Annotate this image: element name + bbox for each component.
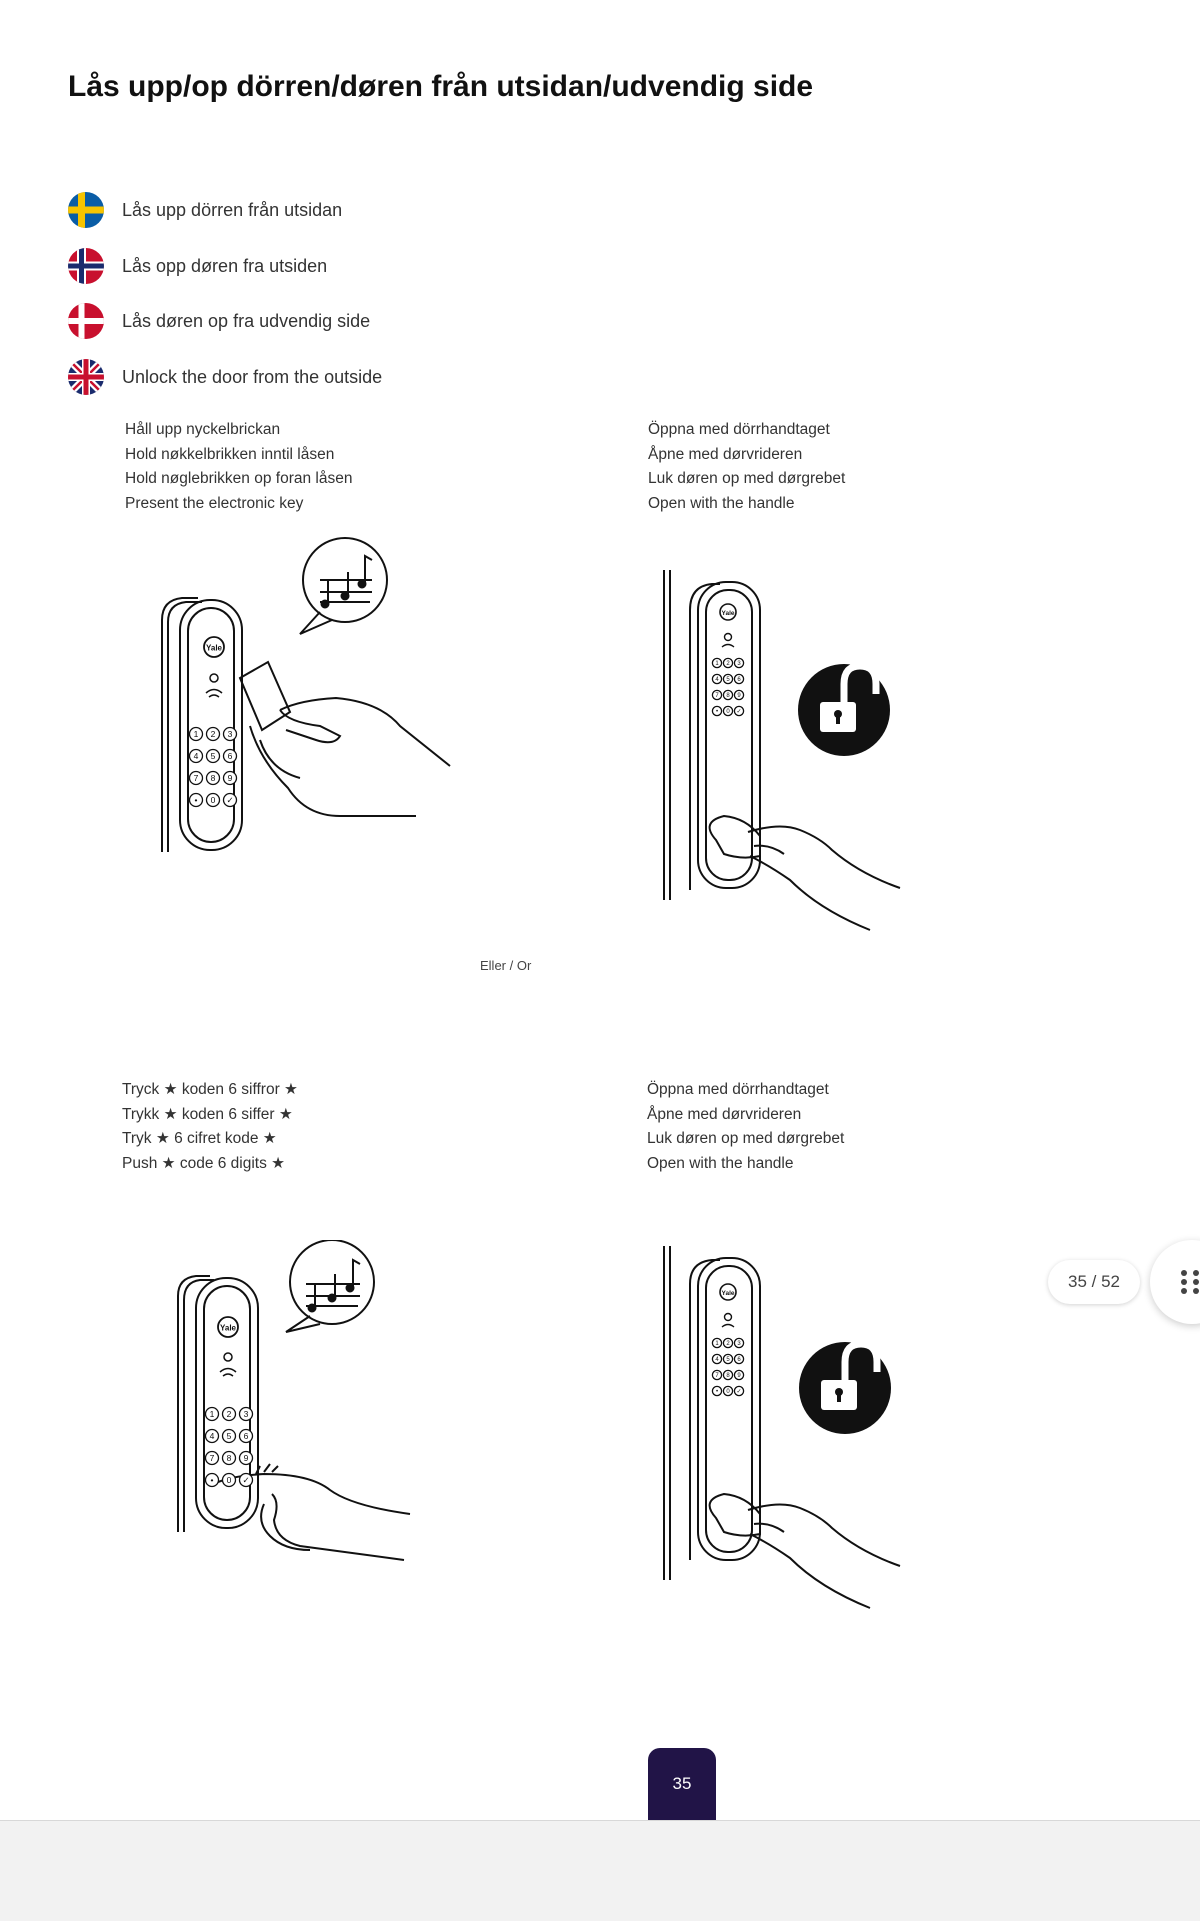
keypad-key-label: ✓ [736,709,742,716]
keypad-key-label: 3 [243,1409,249,1420]
keypad-key-label: 5 [726,677,730,684]
keypad-key-label: 0 [210,795,216,806]
language-label: Unlock the door from the outside [122,366,383,387]
keypad-key [734,674,743,683]
step-line: Open with the handle [648,494,795,512]
step-line: Hold nøkkelbrikken inntil låsen [125,445,335,463]
unlocked-padlock-icon [799,1342,891,1434]
keypad-key-label: 7 [209,1453,215,1464]
keypad-key-label: 8 [726,693,730,700]
step-line: Åpne med dørvrideren [647,1105,802,1123]
step-line: Open with the handle [647,1154,794,1172]
keypad-key-label: 9 [737,1373,741,1380]
yale-logo [218,1317,238,1337]
keypad-key-label: 7 [193,773,199,784]
keypad-key [223,1452,236,1465]
keypad-key-label: ✓ [736,1389,742,1396]
keypad-key [223,1474,236,1487]
wireless-icon [722,645,734,648]
keypad-key [712,690,721,699]
step-line: Öppna med dörrhandtaget [647,1081,829,1098]
keypad-key [206,1430,219,1443]
step-line: Luk døren op med dørgrebet [647,1130,845,1147]
keypad-key [206,1452,219,1465]
denmark-flag-icon [68,303,104,339]
language-label: Lås upp dörren från utsidan [122,199,343,220]
sensor-icon [224,1353,232,1361]
language-label: Lås opp døren fra utsiden [122,255,328,276]
keypad-key-label: 0 [726,1389,730,1396]
keypad-key-label: 8 [726,1373,730,1380]
keypad-key [712,674,721,683]
keypad [712,1338,743,1395]
keypad [712,658,743,715]
step-line: Håll upp nyckelbrickan [125,421,281,438]
sensor-icon [725,634,732,641]
keypad-key [723,1370,732,1379]
keypad-key-label: 7 [715,1373,719,1380]
keypad-key-label: 4 [193,751,199,762]
keypad-key [712,658,721,667]
keypad-key-label: 2 [226,1409,232,1420]
keypad-key-label: • [210,1475,214,1486]
keypad-key-label: • [715,709,719,716]
keypad-key [734,1370,743,1379]
sound-bubble-icon [286,1240,374,1332]
keypad-key [723,658,732,667]
yale-logo-text: Yale [219,1323,237,1333]
yale-logo-text: Yale [721,1290,735,1297]
keypad-key-label: 5 [726,1357,730,1364]
keypad-key-label: ✓ [226,795,234,806]
open-handle-illustration [650,560,910,940]
keypad-key-label: 2 [210,729,216,740]
keypad-key [712,1370,721,1379]
or-separator: Eller / Or [480,958,532,973]
keypad-key [723,690,732,699]
keypad-key-label: 8 [226,1453,232,1464]
keypad-key-label: 9 [227,773,233,784]
step-present-key-text [125,418,352,516]
sensor-icon [210,674,218,682]
page-indicator: 35 / 52 [1048,1260,1140,1304]
keypad-key [723,674,732,683]
step-line: Öppna med dörrhandtaget [648,421,830,438]
step-line: Tryck ★ koden 6 siffror ★ [122,1081,298,1098]
keypad-key [240,1474,253,1487]
keypad-key [206,1408,219,1421]
keypad-key-label: 4 [715,1357,719,1364]
keypad-key-label: 1 [715,661,719,668]
keypad-key [224,772,237,785]
keypad-key-label: 1 [715,1341,719,1348]
step-line: Hold nøglebrikken op foran låsen [125,470,353,487]
keypad-key-label: 4 [209,1431,215,1442]
keypad-key-label: 2 [726,661,730,668]
keypad-key [207,772,220,785]
keypad-key [206,1474,219,1487]
keypad-key [240,1408,253,1421]
yale-logo-text: Yale [205,643,223,653]
keypad-key [734,1338,743,1347]
keypad [206,1408,253,1487]
keypad-key [734,658,743,667]
language-row-norwegian [68,246,327,286]
keypad-key [207,794,220,807]
keypad-key [723,1386,732,1395]
keypad-key-label: ✓ [242,1475,250,1486]
key-card [240,662,290,730]
step-enter-code-text [122,1078,298,1176]
open-handle-illustration-2 [650,1240,910,1620]
keypad-key-label: 7 [715,693,719,700]
keypad-key-label: • [715,1389,719,1396]
keypad-key-label: 8 [210,773,216,784]
keypad-key [190,794,203,807]
language-row-english [68,357,382,397]
keypad-key-label: 3 [737,1341,741,1348]
keypad-key [223,1430,236,1443]
keypad-key-label: 0 [226,1475,232,1486]
keypad-key-label: 4 [715,677,719,684]
yale-logo [204,637,224,657]
keypad-key [723,1354,732,1363]
hand-outline [748,1504,900,1566]
page-title: Lås upp/op dörren/døren från utsidan/udvendig side [68,70,814,103]
keypad-key [190,772,203,785]
norway-flag-icon [68,248,104,284]
keypad-key [224,728,237,741]
keypad-key-label: 0 [726,709,730,716]
keypad-key [712,1386,721,1395]
keypad-key [734,706,743,715]
unlocked-padlock-icon [798,664,890,756]
yale-logo-text: Yale [721,610,735,617]
keypad-key-label: 5 [210,751,216,762]
grid-dots-icon [1178,1268,1200,1296]
language-label: Lås døren op fra udvendig side [122,310,371,331]
hand-outline [748,826,900,888]
keypad-key-label: 2 [726,1341,730,1348]
step-line: Åpne med dørvrideren [648,445,803,463]
keypad-key [712,706,721,715]
keypad-key [223,1408,236,1421]
sound-bubble-icon [300,538,387,634]
step-line: Trykk ★ koden 6 siffer ★ [122,1105,293,1123]
keypad-key-label: 9 [737,693,741,700]
step-line: Luk døren op med dørgrebet [648,470,846,487]
step-open-handle-text [648,418,845,516]
uk-flag-icon [68,359,104,395]
keypad-key [712,1354,721,1363]
keypad-key-label: 3 [227,729,233,740]
door-frame [664,1246,670,1580]
language-row-danish [68,301,370,341]
viewer-bottom-bar [0,1820,1200,1921]
hand-outline [280,698,450,766]
enter-code-illustration [160,1240,440,1580]
door-frame [664,570,670,900]
keypad-key [224,750,237,763]
keypad-key-label: • [194,795,198,806]
keypad-key [190,728,203,741]
yale-logo [720,604,736,620]
sensor-icon [725,1314,732,1321]
wireless-icon [206,690,222,698]
keypad-key-label: 9 [243,1453,249,1464]
keypad-key-label: 5 [226,1431,232,1442]
keypad-key-label: 6 [737,1357,741,1364]
keypad-key-label: 1 [209,1409,215,1420]
keypad-key-label: 1 [193,729,199,740]
present-key-illustration [140,530,480,860]
keypad-key [734,1354,743,1363]
keypad-key [224,794,237,807]
language-row-swedish [68,190,342,230]
page-number: 35 [648,1748,716,1820]
keypad-key [723,1338,732,1347]
keypad-key [734,1386,743,1395]
keypad-key [207,750,220,763]
keypad-key [240,1452,253,1465]
yale-logo [720,1284,736,1300]
keypad-key-label: 3 [737,661,741,668]
keypad-key [207,728,220,741]
keypad-key-label: 6 [243,1431,249,1442]
wireless-icon [722,1325,734,1328]
step-line: Push ★ code 6 digits ★ [122,1154,286,1172]
keypad-key-label: 6 [737,677,741,684]
sweden-flag-icon [68,192,104,228]
keypad-key-label: 6 [227,751,233,762]
keypad-key [190,750,203,763]
step-line: Present the electronic key [125,494,304,512]
keypad-key [734,690,743,699]
step-line: Tryk ★ 6 cifret kode ★ [122,1130,277,1147]
keypad-key [723,706,732,715]
wireless-icon [220,1369,236,1377]
keypad-key [240,1430,253,1443]
keypad-key [712,1338,721,1347]
step-open-handle-text-2 [647,1078,844,1176]
keypad [190,728,237,807]
